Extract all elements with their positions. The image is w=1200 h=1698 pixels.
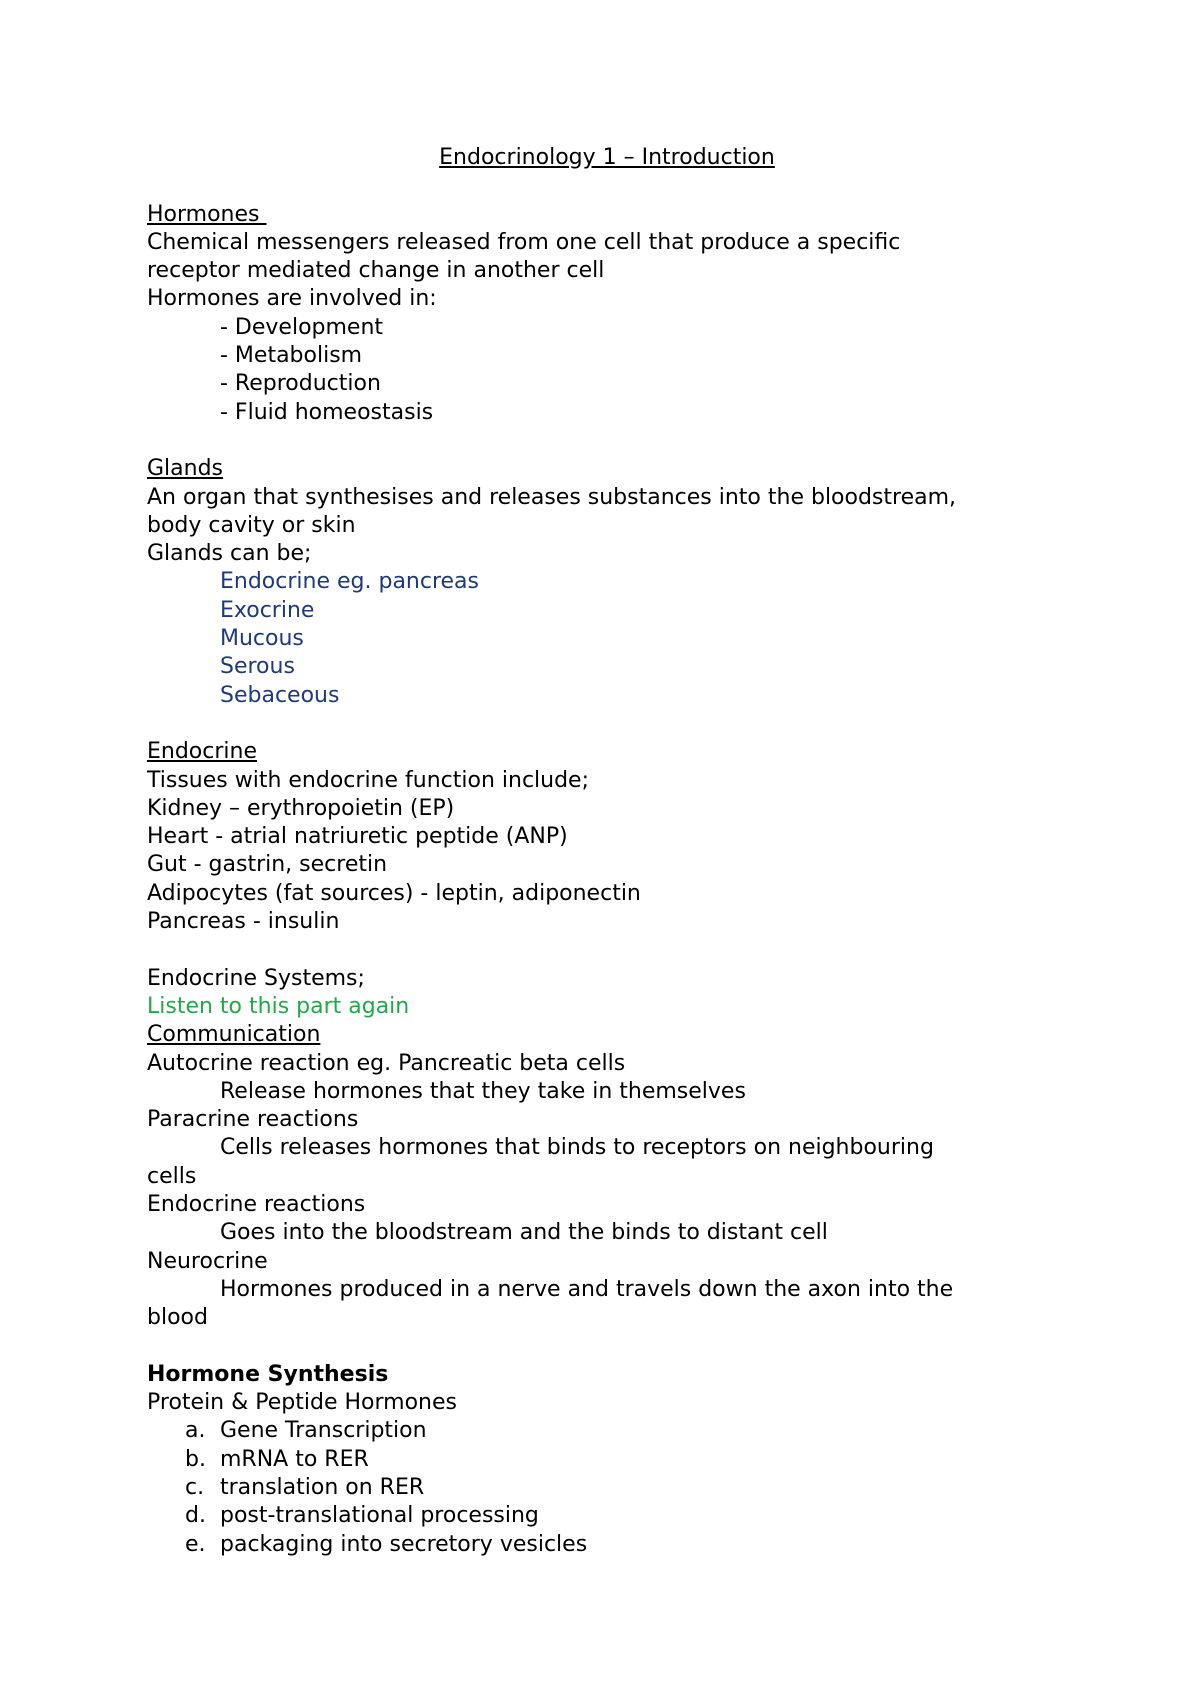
step-text: mRNA to RER (220, 1446, 369, 1472)
glands-definition-line-2: body cavity or skin (147, 512, 356, 538)
endocrine-heading: Endocrine (147, 739, 257, 765)
synthesis-subheading: Protein & Peptide Hormones (147, 1390, 457, 1416)
spacer (147, 172, 1067, 200)
communication-heading: Communication (147, 1022, 321, 1048)
tissue-item: Pancreas - insulin (147, 909, 340, 935)
gland-type-item: Sebaceous (220, 682, 340, 708)
hormones-involved-intro: Hormones are involved in: (147, 286, 437, 312)
neurocrine-label: Neurocrine (147, 1248, 268, 1274)
step-marker: c. (185, 1474, 205, 1500)
gland-type-item: Serous (220, 654, 295, 680)
spacer (147, 710, 1067, 738)
hormones-definition-line-1: Chemical messengers released from one cell that produce a specific (147, 229, 901, 255)
spacer (147, 427, 1067, 455)
tissue-item: Adipocytes (fat sources) - leptin, adiponectin (147, 880, 641, 906)
synthesis-step (147, 1417, 1067, 1445)
page-title: Endocrinology 1 – Introduction (439, 145, 775, 170)
systems-intro: Endocrine Systems; (147, 965, 365, 991)
neurocrine-description-line-2: blood (147, 1305, 208, 1331)
neurocrine-description-line-1: Hormones produced in a nerve and travels down the axon into the (220, 1276, 954, 1302)
document-body (147, 144, 1067, 1559)
hormones-definition-line-2: receptor mediated change in another cell (147, 258, 605, 284)
step-marker: b. (185, 1446, 206, 1472)
paracrine-description-line-1: Cells releases hormones that binds to receptors on neighbouring (220, 1135, 934, 1161)
systems-note: Listen to this part again (147, 993, 410, 1019)
endocrine-intro: Tissues with endocrine function include; (147, 767, 590, 793)
spacer (147, 1332, 1067, 1360)
list-item: - Development (220, 314, 384, 340)
endocrine-reactions-label: Endocrine reactions (147, 1191, 366, 1217)
spacer (147, 936, 1067, 964)
synthesis-step (147, 1531, 1067, 1559)
step-text: Gene Transcription (220, 1418, 427, 1444)
glands-definition-line-1: An organ that synthesises and releases substances into the bloodstream, (147, 484, 957, 510)
hormones-heading: Hormones (147, 201, 267, 227)
gland-type-item: Exocrine (220, 597, 315, 623)
synthesis-heading: Hormone Synthesis (147, 1361, 389, 1387)
glands-types-intro: Glands can be; (147, 541, 312, 567)
paracrine-description-line-2: cells (147, 1163, 197, 1189)
autocrine-label: Autocrine reaction eg. Pancreatic beta cells (147, 1050, 626, 1076)
list-item: - Fluid homeostasis (220, 399, 434, 425)
synthesis-step (147, 1502, 1067, 1530)
step-marker: d. (185, 1503, 206, 1529)
step-text: post-translational processing (220, 1503, 539, 1529)
paracrine-label: Paracrine reactions (147, 1107, 359, 1133)
step-marker: e. (185, 1531, 206, 1557)
gland-type-item: Mucous (220, 626, 304, 652)
endocrine-reactions-description: Goes into the bloodstream and the binds to distant cell (220, 1220, 828, 1246)
list-item: - Metabolism (220, 343, 363, 369)
tissue-item: Kidney – erythropoietin (EP) (147, 795, 455, 821)
tissue-item: Gut - gastrin, secretin (147, 852, 388, 878)
list-item: - Reproduction (220, 371, 381, 397)
tissue-item: Heart - atrial natriuretic peptide (ANP) (147, 824, 568, 850)
step-marker: a. (185, 1418, 206, 1444)
synthesis-step (147, 1446, 1067, 1474)
gland-type-item: Endocrine eg. pancreas (220, 569, 480, 595)
step-text: packaging into secretory vesicles (220, 1531, 588, 1557)
step-text: translation on RER (220, 1474, 425, 1500)
autocrine-description: Release hormones that they take in themselves (220, 1078, 746, 1104)
glands-heading: Glands (147, 456, 224, 482)
synthesis-step (147, 1474, 1067, 1502)
